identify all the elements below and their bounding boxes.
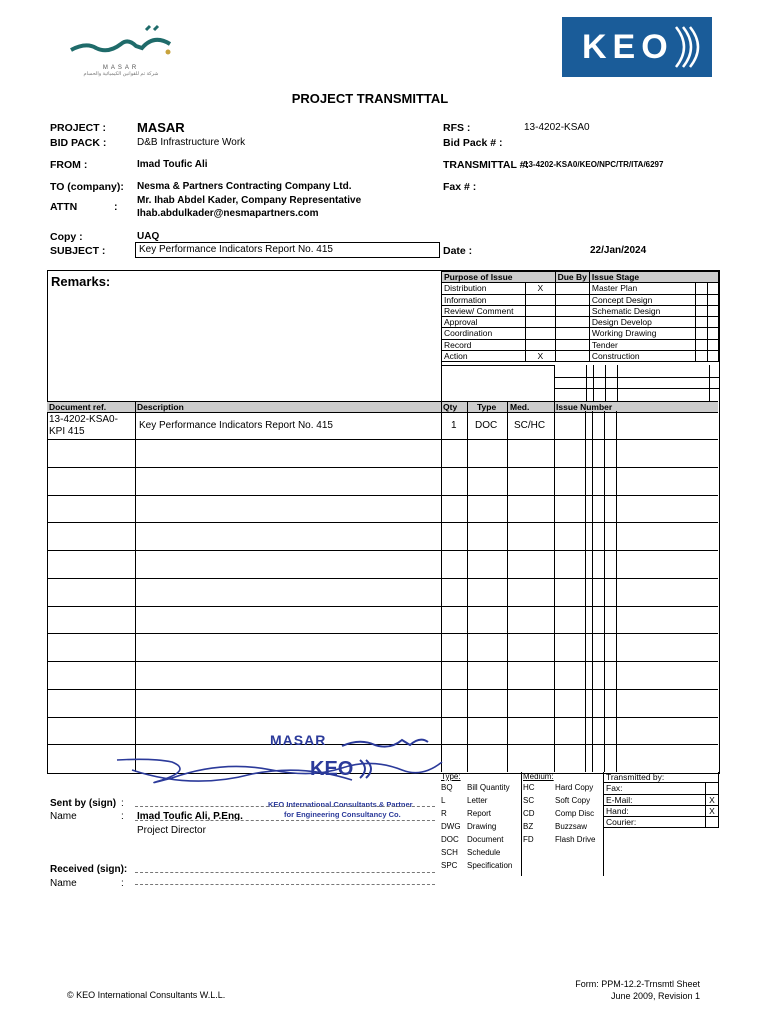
legend-item: FD Flash Drive	[523, 835, 596, 844]
purpose-item: Record	[442, 339, 526, 350]
purpose-item: Information	[442, 294, 526, 305]
purpose-mark[interactable]	[526, 294, 555, 305]
stamp-line-1: KEO International Consultants & Partner	[268, 800, 413, 809]
fax-label: Fax # :	[443, 181, 477, 193]
attn-value-1: Mr. Ihab Abdel Kader, Company Representative	[137, 195, 362, 206]
masar-logo-text: MASAR	[102, 65, 140, 71]
transmit-mark[interactable]	[706, 817, 719, 828]
transmit-mark[interactable]: X	[706, 805, 719, 816]
footer-form: Form: PPM-12.2-Trnsmtl Sheet	[575, 979, 700, 989]
transmit-mark[interactable]: X	[706, 794, 719, 805]
keo-wave-icon	[674, 25, 704, 69]
issue-number-header: Issue Number	[556, 402, 613, 412]
qty-header: Qty	[443, 402, 458, 412]
stage-item: Concept Design	[589, 294, 695, 305]
keo-logo-text: KEO	[582, 27, 674, 66]
legend-item: HC Hard Copy	[523, 783, 594, 792]
purpose-mark[interactable]	[526, 339, 555, 350]
transmittal-value: 13-4202-KSA0/KEO/NPC/TR/ITA/6297	[524, 160, 664, 169]
medium-legend-header: Medium:	[523, 772, 554, 781]
from-value: Imad Toufic Ali	[137, 159, 208, 170]
keo-logo	[562, 17, 712, 77]
date-label: Date :	[443, 245, 473, 257]
purpose-row	[442, 305, 719, 316]
signature-scribble	[112, 740, 452, 800]
rfs-value: 13-4202-KSA0	[524, 122, 590, 133]
legend-item: DWG Drawing	[441, 822, 497, 831]
sentby-colon: :	[121, 798, 124, 809]
purpose-row	[442, 294, 719, 305]
received-sign-line[interactable]	[135, 872, 435, 873]
purpose-mark[interactable]: X	[526, 283, 555, 294]
purpose-grid	[441, 271, 719, 362]
subject-label: SUBJECT :	[50, 245, 106, 257]
to-value: Nesma & Partners Contracting Company Ltd.	[137, 181, 352, 192]
transmit-mark[interactable]	[706, 783, 719, 794]
footer-copyright: © KEO International Consultants W.L.L.	[67, 990, 226, 1000]
doc-ref-header: Document ref.	[49, 402, 107, 412]
copy-label: Copy :	[50, 231, 83, 243]
stage-item: Design Develop	[589, 317, 695, 328]
stamp-line-2: for Engineering Consultancy Co.	[284, 810, 401, 819]
sender-title: Project Director	[137, 825, 206, 836]
purpose-item: Distribution	[442, 283, 526, 294]
date-value: 22/Jan/2024	[590, 245, 647, 256]
legend-item: SCH Schedule	[441, 848, 501, 857]
stamp-keo-text: KEO	[310, 758, 354, 780]
legend-item: SC Soft Copy	[523, 796, 591, 805]
attn-colon: :	[114, 201, 118, 213]
stage-item: Schematic Design	[589, 305, 695, 316]
purpose-row	[442, 328, 719, 339]
legend-item: CD Comp Disc	[523, 809, 595, 818]
type-legend	[441, 772, 522, 876]
masar-logo-mark	[66, 22, 176, 62]
purpose-item: Review/ Comment	[442, 305, 526, 316]
table-row[interactable]	[47, 411, 718, 439]
type-cell: DOC	[475, 420, 498, 431]
to-label: TO (company):	[50, 181, 124, 193]
description-header: Description	[137, 402, 184, 412]
med-cell: SC/HC	[514, 420, 546, 431]
legend-item: BZ Buzzsaw	[523, 822, 588, 831]
stage-item: Tender	[589, 339, 695, 350]
doc-table-rows	[47, 411, 718, 772]
legend-item: R Report	[441, 809, 492, 818]
purpose-row	[442, 339, 719, 350]
medium-legend	[523, 772, 604, 876]
remarks-label: Remarks:	[51, 274, 111, 289]
transmit-item: Courier:	[604, 817, 706, 828]
purpose-row	[442, 351, 719, 362]
received-label: Received (sign):	[50, 864, 128, 875]
purpose-row	[442, 317, 719, 328]
attn-label: ATTN	[50, 201, 78, 213]
attn-value-2: Ihab.abdulkader@nesmapartners.com	[137, 208, 319, 219]
stage-item: Construction	[589, 351, 695, 362]
med-header: Med.	[510, 402, 530, 412]
name-colon: :	[121, 811, 124, 822]
purpose-mark[interactable]	[526, 305, 555, 316]
page-title: PROJECT TRANSMITTAL	[291, 91, 449, 106]
type-header: Type	[477, 402, 497, 412]
legend-item: SPC Specification	[441, 861, 513, 870]
description-cell: Key Performance Indicators Report No. 415	[139, 420, 333, 431]
due-by-header: Due By	[555, 272, 589, 283]
purpose-row	[442, 283, 719, 294]
purpose-item: Coordination	[442, 328, 526, 339]
rfs-label: RFS :	[443, 122, 471, 134]
purpose-header: Purpose of Issue	[442, 272, 556, 283]
type-legend-header: Type:	[441, 772, 461, 781]
footer-revision: June 2009, Revision 1	[610, 991, 700, 1001]
purpose-mark[interactable]	[526, 317, 555, 328]
doc-ref-cell: 13-4202-KSA0-KPI 415	[49, 414, 118, 437]
sentby-label: Sent by (sign)	[50, 798, 117, 809]
stage-item: Working Drawing	[589, 328, 695, 339]
transmitted-by-grid	[604, 772, 719, 828]
copy-value: UAQ	[137, 231, 160, 242]
purpose-item: Approval	[442, 317, 526, 328]
legend-item: BQ Bill Quantity	[441, 783, 510, 792]
sentby-sign-line[interactable]	[135, 806, 435, 807]
purpose-mark[interactable]	[526, 328, 555, 339]
bidpackno-label: Bid Pack # :	[443, 137, 503, 149]
issue-stage-header: Issue Stage	[589, 272, 718, 283]
bidpack-label: BID PACK :	[50, 137, 107, 149]
received-name-label: Name	[50, 878, 77, 889]
purpose-item: Action	[442, 351, 526, 362]
masar-logo-subtext: شركة تم للقوانين الكيميائية والحسام	[83, 71, 159, 77]
sender-name: Imad Toufic Ali, P.Eng.	[137, 811, 243, 822]
qty-cell: 1	[451, 420, 457, 431]
from-label: FROM :	[50, 159, 88, 171]
legend-item: DOC Document	[441, 835, 504, 844]
subject-value: Key Performance Indicators Report No. 415	[135, 242, 440, 258]
transmit-item: Hand:	[604, 805, 706, 816]
transmitted-by-header: Transmitted by:	[604, 772, 719, 783]
masar-logo	[66, 22, 176, 84]
project-value: MASAR	[137, 120, 185, 135]
bidpack-value: D&B Infrastructure Work	[137, 137, 246, 148]
stage-item: Master Plan	[589, 283, 695, 294]
received-name-colon: :	[121, 878, 124, 889]
stamp-masar-text: MASAR	[270, 732, 327, 748]
purpose-mark[interactable]: X	[526, 351, 555, 362]
project-label: PROJECT :	[50, 122, 107, 134]
transmit-item: E-Mail:	[604, 794, 706, 805]
received-name-line[interactable]	[135, 884, 435, 885]
transmit-item: Fax:	[604, 783, 706, 794]
issue-number-subgrid	[554, 365, 719, 401]
transmittal-label: TRANSMITTAL #:	[443, 159, 529, 171]
name-label: Name	[50, 811, 77, 822]
legend-item: L Letter	[441, 796, 488, 805]
sender-name-line[interactable]	[135, 820, 435, 821]
